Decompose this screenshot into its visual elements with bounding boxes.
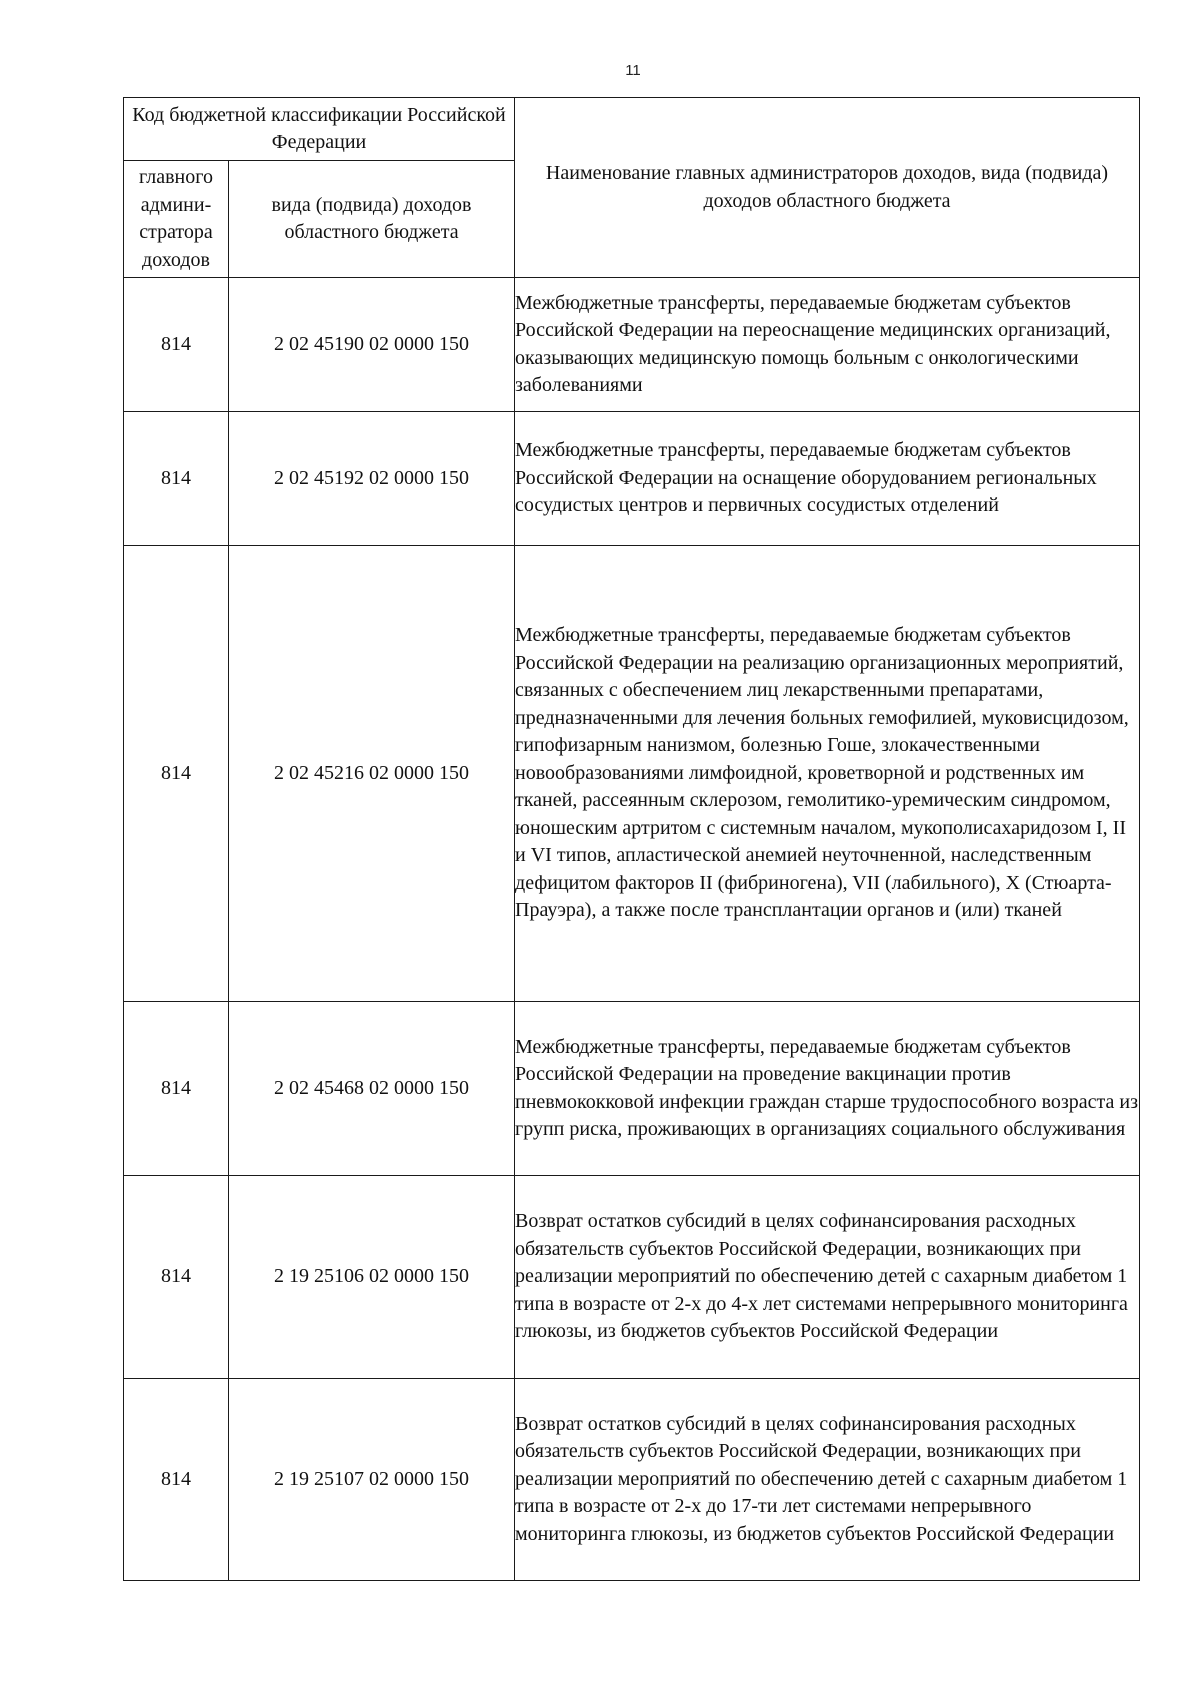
admin-code-cell: 814 bbox=[124, 278, 229, 412]
income-code-cell: 2 19 25107 02 0000 150 bbox=[229, 1379, 515, 1581]
table-row bbox=[124, 546, 1140, 1002]
header-name-column: Наименование главных администраторов доходов, вида (подвида) доходов областного бюджета bbox=[515, 98, 1140, 278]
income-name-cell: Возврат остатков субсидий в целях софинансирования расходных обязательств субъектов Российской Федерации, возникающих при реализации мероприятий по обеспечению детей с сахарным диабетом 1 типа в возрасте от 2-х до 17-ти лет системами непрерывного мониторинга глюкозы, из бюджетов субъектов Российской Федерации bbox=[515, 1379, 1140, 1581]
income-code-cell: 2 02 45216 02 0000 150 bbox=[229, 546, 515, 1002]
income-name-cell: Межбюджетные трансферты, передаваемые бюджетам субъектов Российской Федерации на оснащение оборудованием региональных сосудистых центров и первичных сосудистых отделений bbox=[515, 412, 1140, 546]
header-admin-column: главного админи-стратора доходов bbox=[124, 161, 229, 278]
income-code-cell: 2 19 25106 02 0000 150 bbox=[229, 1176, 515, 1379]
admin-code-cell: 814 bbox=[124, 1002, 229, 1176]
page-number: 11 bbox=[625, 62, 641, 79]
header-group-title: Код бюджетной классификации Российской Федерации bbox=[124, 98, 515, 161]
budget-classification-table bbox=[123, 97, 1140, 1581]
table-row bbox=[124, 412, 1140, 546]
admin-code-cell: 814 bbox=[124, 1176, 229, 1379]
table-row bbox=[124, 1002, 1140, 1176]
income-name-cell: Возврат остатков субсидий в целях софинансирования расходных обязательств субъектов Российской Федерации, возникающих при реализации мероприятий по обеспечению детей с сахарным диабетом 1 типа в возрасте от 2-х до 4-х лет системами непрерывного мониторинга глюкозы, из бюджетов субъектов Российской Федерации bbox=[515, 1176, 1140, 1379]
table-row bbox=[124, 1379, 1140, 1581]
income-name-cell: Межбюджетные трансферты, передаваемые бюджетам субъектов Российской Федерации на проведение вакцинации против пневмококковой инфекции граждан старше трудоспособного возраста из групп риска, проживающих в организациях социального обслуживания bbox=[515, 1002, 1140, 1176]
income-code-cell: 2 02 45190 02 0000 150 bbox=[229, 278, 515, 412]
admin-code-cell: 814 bbox=[124, 1379, 229, 1581]
income-code-cell: 2 02 45468 02 0000 150 bbox=[229, 1002, 515, 1176]
income-code-cell: 2 02 45192 02 0000 150 bbox=[229, 412, 515, 546]
income-name-cell: Межбюджетные трансферты, передаваемые бюджетам субъектов Российской Федерации на реализацию организационных мероприятий, связанных с обеспечением лиц лекарственными препаратами, предназначенными для лечения больных гемофилией, муковисцидозом, гипофизарным нанизмом, болезнью Гоше, злокачественными новообразованиями лимфоидной, кроветворной и родственных им тканей, рассеянным склерозом, гемолитико-уремическим синдромом, юношеским артритом с системным началом, мукополисахаридозом I, II и VI типов, апластической анемией неуточненной, наследственным дефицитом факторов II (фибриногена), VII (лабильного), X (Стюарта-Прауэра), а также после трансплантации органов и (или) тканей bbox=[515, 546, 1140, 1002]
header-row-1 bbox=[124, 98, 1140, 161]
income-name-cell: Межбюджетные трансферты, передаваемые бюджетам субъектов Российской Федерации на переоснащение медицинских организаций, оказывающих медицинскую помощь больным с онкологическими заболеваниями bbox=[515, 278, 1140, 412]
admin-code-cell: 814 bbox=[124, 412, 229, 546]
admin-code-cell: 814 bbox=[124, 546, 229, 1002]
header-code-column: вида (подвида) доходов областного бюджета bbox=[229, 161, 515, 278]
table-row bbox=[124, 1176, 1140, 1379]
table-row bbox=[124, 278, 1140, 412]
